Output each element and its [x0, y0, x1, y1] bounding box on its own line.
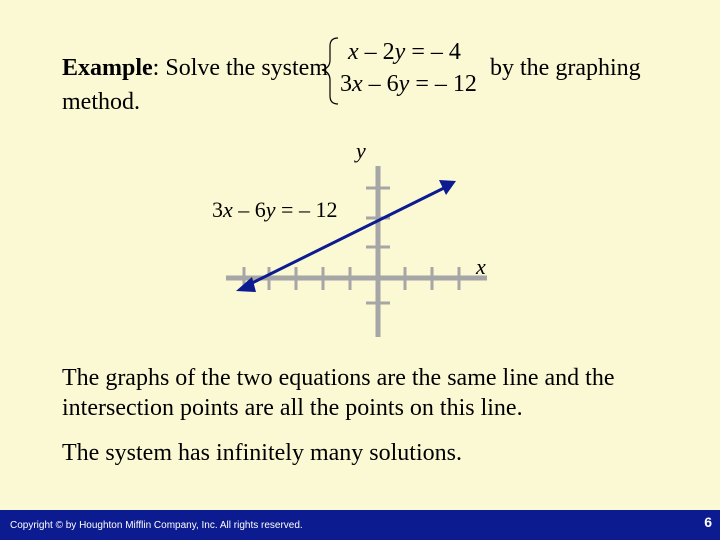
- line-label-coef-x: 3: [212, 197, 223, 222]
- eq1-rhs: = – 4: [405, 39, 461, 65]
- example-label: Example: [62, 55, 153, 81]
- prompt-tail: by the graphing: [490, 55, 641, 81]
- page-number: 6: [704, 514, 712, 530]
- eq2-rhs: = – 12: [409, 71, 477, 97]
- line-label-y: y: [265, 197, 276, 222]
- eq1-x: x: [348, 39, 359, 65]
- explanation-line-1: The graphs of the two equations are the same line and the: [62, 365, 615, 391]
- explanation-line-2: intersection points are all the points on this line.: [62, 395, 523, 421]
- eq2-x: x: [352, 71, 363, 97]
- line-label-coef-y: – 6: [232, 197, 266, 222]
- eq1-coef: – 2: [358, 39, 395, 65]
- eq2-coef-y: – 6: [362, 71, 399, 97]
- prompt-method: method.: [62, 89, 140, 115]
- line-label-x: x: [223, 197, 233, 222]
- example-prompt-text: : Solve the system: [152, 55, 328, 81]
- y-axis-label: y: [356, 138, 366, 163]
- line-label-rhs: = – 12: [275, 197, 338, 222]
- eq2-y: y: [398, 71, 410, 97]
- eq2-coef-x: 3: [340, 71, 352, 97]
- x-axis-label: x: [476, 254, 486, 279]
- line-equation-label: [212, 199, 337, 221]
- conclusion: The system has infinitely many solutions.: [62, 440, 462, 466]
- copyright-notice: Copyright © by Houghton Mifflin Company, Inc. All rights reserved.: [10, 520, 303, 531]
- eq1-y: y: [394, 39, 406, 65]
- arrowhead-right: [439, 180, 456, 195]
